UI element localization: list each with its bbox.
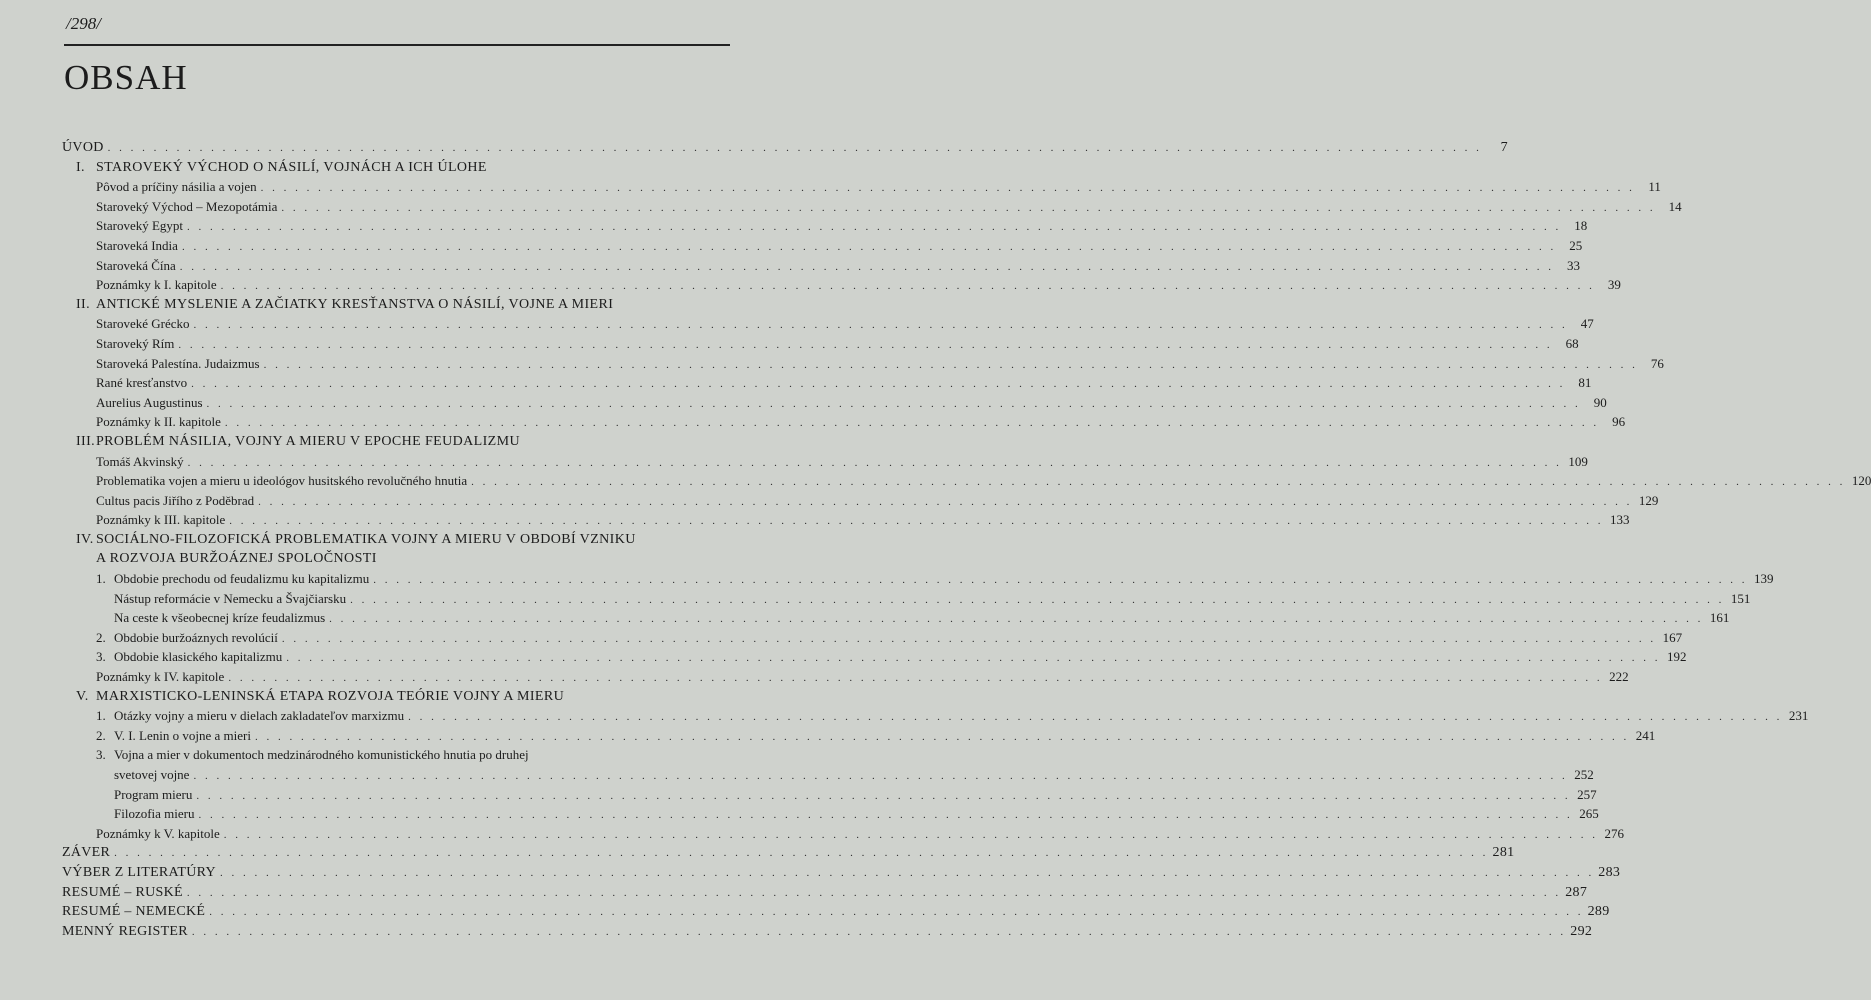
toc-entry-page: 276	[1604, 825, 1624, 841]
toc-entry	[62, 216, 1588, 236]
toc-entry-label: ÚVOD	[62, 140, 104, 155]
toc-entry-page: 161	[1709, 610, 1730, 626]
toc-entry	[62, 510, 1630, 530]
toc-entry-page: 90	[1593, 394, 1607, 410]
toc-leader-dots: . . . . . . . . . . . . . . . . . . . . . . . . . . . . . . . . . . . . . . . . . . . . . . . . . . . . . . . . . . . . . . . . . . . . . . . . . . . . . . . . . . . . . . . . . . . . . . . . . . . . . . . . . . . . . . . . . . . . . . . .	[286, 652, 1661, 665]
toc-entry-page: 14	[1668, 198, 1682, 214]
toc-leader-dots: . . . . . . . . . . . . . . . . . . . . . . . . . . . . . . . . . . . . . . . . . . . . . . . . . . . . . . . . . . . . . . . . . . . . . . . . . . . . . . . . . . . . . . . . . . . . . . . . . . . . . . . . . . . . . . . . . . . . . . . .	[181, 240, 1557, 253]
toc-entry-page: 192	[1666, 649, 1687, 665]
toc-entry	[62, 628, 1683, 648]
toc-entry-label: Staroveká Čína	[96, 257, 176, 273]
toc-leader-dots: . . . . . . . . . . . . . . . . . . . . . . . . . . . . . . . . . . . . . . . . . . . . . . . . . . . . . . . . . . . . . . . . . . . . . . . . . . . . . . . . . . . . . . . . . . . . . . . . . . . . . . . . . . . . . . . . . . . . . . . .	[187, 456, 1562, 469]
toc-leader-dots: . . . . . . . . . . . . . . . . . . . . . . . . . . . . . . . . . . . . . . . . . . . . . . . . . . . . . . . . . . . . . . . . . . . . . . . . . . . . . . . . . . . . . . . . . . . . . . . . . . . . . . . . . . . . . . . . . . . . . . . .	[198, 809, 1573, 822]
toc-entry-number: 3.	[96, 649, 106, 665]
toc-entry-label: Staroveká India	[96, 237, 178, 253]
toc-leader-dots: . . . . . . . . . . . . . . . . . . . . . . . . . . . . . . . . . . . . . . . . . . . . . . . . . . . . . . . . . . . . . . . . . . . . . . . . . . . . . . . . . . . . . . . . . . . . . . . . . . . . . . . . . . . . . . . . . . . . . . . .	[281, 201, 1656, 214]
toc-entry-label: Vojna a mier v dokumentoch medzinárodného komunistického hnutia po druhej	[114, 747, 529, 763]
toc-entry-label: Staroveký Egypt	[96, 218, 184, 234]
toc-leader-dots: . . . . . . . . . . . . . . . . . . . . . . . . . . . . . . . . . . . . . . . . . . . . . . . . . . . . . . . . . . . . . . . . . . . . . . . . . . . . . . . . . . . . . . . . . . . . . . . . . . . . . . . . . . . . . . . . . . . . . . . .	[107, 142, 1482, 154]
toc-entry	[62, 765, 1594, 785]
toc-entry-label: ZÁVER	[62, 845, 111, 861]
toc-entry-page: 109	[1568, 453, 1588, 469]
toc-entry-label: svetovej vojne	[114, 767, 190, 782]
toc-entry-number: I.	[76, 159, 85, 175]
toc-entry-label: Obdobie prechodu od feudalizmu ku kapitalizmu	[114, 571, 370, 587]
toc-entry	[62, 530, 730, 550]
toc-leader-dots: . . . . . . . . . . . . . . . . . . . . . . . . . . . . . . . . . . . . . . . . . . . . . . . . . . . . . . . . . . . . . . . . . . . . . . . . . . . . . . . . . . . . . . . . . . . . . . . . . . . . . . . . . . . . . . . . . . . . . . . .	[186, 886, 1562, 899]
toc-entry-label: Pôvod a príčiny násilia a vojen	[96, 179, 257, 195]
toc-entry-page: 283	[1598, 864, 1621, 880]
toc-entry	[62, 314, 1594, 334]
toc-entry	[62, 922, 1593, 942]
toc-entry	[62, 824, 1624, 844]
toc-entry-page: 7	[1500, 140, 1508, 155]
toc-entry-page: 11	[1648, 179, 1661, 195]
toc-leader-dots: . . . . . . . . . . . . . . . . . . . . . . . . . . . . . . . . . . . . . . . . . . . . . . . . . . . . . . . . . . . . . . . . . . . . . . . . . . . . . . . . . . . . . . . . . . . . . . . . . . . . . . . . . . . . . . . . . . . . . . . .	[254, 730, 1630, 743]
toc-entry-page: 76	[1650, 355, 1664, 371]
toc-entry-page: 281	[1492, 845, 1515, 861]
toc-entry-label: Na ceste k všeobecnej kríze feudalizmus	[114, 610, 326, 626]
toc-entry	[62, 687, 730, 707]
toc-entry-label: STAROVEKÝ VÝCHOD O NÁSILÍ, VOJNÁCH A ICH ÚLOHE	[96, 159, 487, 175]
toc-entry-page: 167	[1662, 629, 1683, 645]
toc-entry	[62, 256, 1581, 276]
toc-entry	[62, 549, 730, 569]
toc-entry-label: Nástup reformácie v Nemecku a Švajčiarsku	[114, 590, 347, 606]
toc-entry-label: Otázky vojny a mieru v dielach zakladateľov marxizmu	[114, 708, 405, 724]
toc-leader-dots: . . . . . . . . . . . . . . . . . . . . . . . . . . . . . . . . . . . . . . . . . . . . . . . . . . . . . . . . . . . . . . . . . . . . . . . . . . . . . . . . . . . . . . . . . . . . . . . . . . . . . . . . . . . . . . . . . . . . . . . .	[220, 280, 1595, 293]
toc-leader-dots: . . . . . . . . . . . . . . . . . . . . . . . . . . . . . . . . . . . . . . . . . . . . . . . . . . . . . . . . . . . . . . . . . . . . . . . . . . . . . . . . . . . . . . . . . . . . . . . . . . . . . . . . . . . . . . . . . . . . . . . .	[178, 338, 1553, 351]
toc-entry-number: 2.	[96, 629, 106, 645]
toc-entry	[62, 863, 1621, 883]
toc-leader-dots: . . . . . . . . . . . . . . . . . . . . . . . . . . . . . . . . . . . . . . . . . . . . . . . . . . . . . . . . . . . . . . . . . . . . . . . . . . . . . . . . . . . . . . . . . . . . . . . . . . . . . . . . . . . . . . . . . . . . . . . .	[329, 613, 1704, 626]
toc-entry-page: 133	[1610, 512, 1630, 528]
table-of-contents	[62, 138, 1871, 941]
toc-leader-dots: . . . . . . . . . . . . . . . . . . . . . . . . . . . . . . . . . . . . . . . . . . . . . . . . . . . . . . . . . . . . . . . . . . . . . . . . . . . . . . . . . . . . . . . . . . . . . . . . . . . . . . . . . . . . . . . . . . . . . . . .	[114, 847, 1489, 860]
toc-entry	[62, 393, 1607, 413]
toc-entry	[62, 726, 1656, 746]
toc-entry-label: Aurelius Augustinus	[96, 394, 203, 410]
toc-leader-dots: . . . . . . . . . . . . . . . . . . . . . . . . . . . . . . . . . . . . . . . . . . . . . . . . . . . . . . . . . . . . . . . . . . . . . . . . . . . . . . . . . . . . . . . . . . . . . . . . . . . . . . . . . . . . . . . . . . . . . . . .	[206, 397, 1581, 410]
toc-entry	[62, 354, 1664, 374]
toc-entry-page: 81	[1578, 375, 1592, 391]
header-rule	[64, 44, 730, 46]
toc-entry	[62, 471, 1871, 491]
toc-entry	[62, 589, 1751, 609]
toc-leader-dots: . . . . . . . . . . . . . . . . . . . . . . . . . . . . . . . . . . . . . . . . . . . . . . . . . . . . . . . . . . . . . . . . . . . . . . . . . . . . . . . . . . . . . . . . . . . . . . . . . . . . . . . . . . . . . . . . . . . . . . . .	[224, 417, 1600, 430]
toc-entry	[62, 197, 1682, 217]
toc-entry-page: 25	[1569, 237, 1583, 253]
toc-entry-number: 2.	[96, 727, 106, 743]
toc-entry	[62, 275, 1621, 295]
toc-entry-label: RESUMÉ – NEMECKÉ	[62, 904, 206, 920]
toc-entry-label: Poznámky k II. kapitole	[96, 414, 221, 430]
page-number: /298/	[66, 14, 101, 33]
toc-leader-dots: . . . . . . . . . . . . . . . . . . . . . . . . . . . . . . . . . . . . . . . . . . . . . . . . . . . . . . . . . . . . . . . . . . . . . . . . . . . . . . . . . . . . . . . . . . . . . . . . . . . . . . . . . . . . . . . . . . . . . . . .	[228, 672, 1603, 685]
toc-entry-label: Cultus pacis Jiřího z Poděbrad	[96, 492, 255, 508]
toc-entry-number: 1.	[96, 571, 106, 587]
toc-entry-label: Staroveký Rím	[96, 335, 175, 351]
toc-entry	[62, 158, 730, 178]
toc-leader-dots: . . . . . . . . . . . . . . . . . . . . . . . . . . . . . . . . . . . . . . . . . . . . . . . . . . . . . . . . . . . . . . . . . . . . . . . . . . . . . . . . . . . . . . . . . . . . . . . . . . . . . . . . . . . . . . . . . . . . . . . .	[196, 789, 1571, 802]
toc-entry-label: Obdobie buržoáznych revolúcií	[114, 629, 278, 645]
toc-entry	[62, 843, 1515, 863]
toc-entry-page: 120	[1851, 473, 1871, 489]
toc-entry-page: 96	[1612, 414, 1626, 430]
toc-entry-page: 33	[1567, 257, 1581, 273]
toc-entry-label: V. I. Lenin o vojne a mieri	[114, 727, 251, 743]
toc-entry-page: 265	[1579, 806, 1599, 822]
toc-entry-number: 1.	[96, 708, 106, 724]
toc-entry	[62, 295, 730, 315]
toc-entry-label: Poznámky k IV. kapitole	[96, 669, 225, 685]
toc-entry-page: 257	[1577, 786, 1597, 802]
toc-entry	[62, 373, 1592, 393]
toc-entry-page: 289	[1587, 904, 1610, 920]
toc-entry-label: Staroveké Grécko	[96, 316, 190, 332]
toc-entry	[62, 883, 1588, 903]
toc-entry-label: Rané kresťanstvo	[96, 375, 188, 391]
toc-entry-number: II.	[76, 296, 91, 312]
toc-entry-page: 139	[1753, 571, 1774, 587]
toc-entry-label: Staroveký Východ – Mezopotámia	[96, 198, 278, 214]
toc-entry-page: 287	[1565, 884, 1588, 900]
toc-leader-dots: . . . . . . . . . . . . . . . . . . . . . . . . . . . . . . . . . . . . . . . . . . . . . . . . . . . . . . . . . . . . . . . . . . . . . . . . . . . . . . . . . . . . . . . . . . . . . . . . . . . . . . . . . . . . . . . . . . . . . . . .	[191, 378, 1566, 391]
toc-leader-dots: . . . . . . . . . . . . . . . . . . . . . . . . . . . . . . . . . . . . . . . . . . . . . . . . . . . . . . . . . . . . . . . . . . . . . . . . . . . . . . . . . . . . . . . . . . . . . . . . . . . . . . . . . . . . . . . . . . . . . . . .	[373, 574, 1748, 587]
toc-entry	[62, 804, 1599, 824]
toc-entry-page: 151	[1730, 590, 1751, 606]
toc-entry-label: ANTICKÉ MYSLENIE A ZAČIATKY KRESŤANSTVA O NÁSILÍ, VOJNE A MIERI	[96, 296, 614, 312]
toc-leader-dots: . . . . . . . . . . . . . . . . . . . . . . . . . . . . . . . . . . . . . . . . . . . . . . . . . . . . . . . . . . . . . . . . . . . . . . . . . . . . . . . . . . . . . . . . . . . . . . . . . . . . . . . . . . . . . . . . . . . . . . . .	[258, 495, 1633, 508]
toc-entry-page: 18	[1574, 218, 1588, 234]
toc-entry-label: Filozofia mieru	[114, 806, 195, 822]
toc-entry	[62, 667, 1629, 687]
toc-entry-number: IV.	[76, 531, 94, 547]
toc-entry-label: MENNÝ REGISTER	[62, 923, 188, 939]
toc-entry-page: 252	[1574, 767, 1594, 782]
toc-entry-label: Poznámky k V. kapitole	[96, 825, 220, 841]
toc-entry-label: RESUMÉ – RUSKÉ	[62, 884, 183, 900]
toc-entry-label: SOCIÁLNO-FILOZOFICKÁ PROBLEMATIKA VOJNY A MIERU V OBDOBÍ VZNIKU	[96, 531, 636, 547]
toc-entry-number: 3.	[96, 747, 106, 763]
toc-entry-number: V.	[76, 688, 89, 704]
toc-leader-dots: . . . . . . . . . . . . . . . . . . . . . . . . . . . . . . . . . . . . . . . . . . . . . . . . . . . . . . . . . . . . . . . . . . . . . . . . . . . . . . . . . . . . . . . . . . . . . . . . . . . . . . . . . . . . . . . . . . . . . . . .	[281, 632, 1657, 645]
toc-entry-label: Program mieru	[114, 786, 193, 802]
toc-entry	[62, 647, 1687, 667]
toc-leader-dots: . . . . . . . . . . . . . . . . . . . . . . . . . . . . . . . . . . . . . . . . . . . . . . . . . . . . . . . . . . . . . . . . . . . . . . . . . . . . . . . . . . . . . . . . . . . . . . . . . . . . . . . . . . . . . . . . . . . . . . . .	[260, 182, 1635, 195]
toc-entry	[62, 452, 1588, 472]
toc-entry	[62, 138, 1508, 158]
toc-leader-dots: . . . . . . . . . . . . . . . . . . . . . . . . . . . . . . . . . . . . . . . . . . . . . . . . . . . . . . . . . . . . . . . . . . . . . . . . . . . . . . . . . . . . . . . . . . . . . . . . . . . . . . . . . . . . . . . . . . . . . . . .	[471, 476, 1846, 489]
toc-leader-dots: . . . . . . . . . . . . . . . . . . . . . . . . . . . . . . . . . . . . . . . . . . . . . . . . . . . . . . . . . . . . . . . . . . . . . . . . . . . . . . . . . . . . . . . . . . . . . . . . . . . . . . . . . . . . . . . . . . . . . . . .	[408, 711, 1783, 724]
toc-entry	[62, 706, 1809, 726]
toc-entry-label: PROBLÉM NÁSILIA, VOJNY A MIERU V EPOCHE FEUDALIZMU	[96, 433, 520, 449]
toc-entry	[62, 412, 1626, 432]
toc-entry-label: A ROZVOJA BURŽOÁZNEJ SPOLOČNOSTI	[96, 551, 377, 567]
toc-entry-page: 129	[1638, 492, 1659, 508]
toc-leader-dots: . . . . . . . . . . . . . . . . . . . . . . . . . . . . . . . . . . . . . . . . . . . . . . . . . . . . . . . . . . . . . . . . . . . . . . . . . . . . . . . . . . . . . . . . . . . . . . . . . . . . . . . . . . . . . . . . . . . . . . . .	[179, 260, 1555, 273]
toc-entry-label: Poznámky k I. kapitole	[96, 277, 217, 293]
toc-entry	[62, 745, 730, 765]
toc-leader-dots: . . . . . . . . . . . . . . . . . . . . . . . . . . . . . . . . . . . . . . . . . . . . . . . . . . . . . . . . . . . . . . . . . . . . . . . . . . . . . . . . . . . . . . . . . . . . . . . . . . . . . . . . . . . . . . . . . . . . . . . .	[263, 358, 1638, 371]
toc-leader-dots: . . . . . . . . . . . . . . . . . . . . . . . . . . . . . . . . . . . . . . . . . . . . . . . . . . . . . . . . . . . . . . . . . . . . . . . . . . . . . . . . . . . . . . . . . . . . . . . . . . . . . . . . . . . . . . . . . . . . . . . .	[350, 593, 1725, 606]
toc-entry-label: Tomáš Akvinský	[96, 453, 184, 469]
toc-entry-page: 222	[1609, 669, 1629, 685]
toc-leader-dots: . . . . . . . . . . . . . . . . . . . . . . . . . . . . . . . . . . . . . . . . . . . . . . . . . . . . . . . . . . . . . . . . . . . . . . . . . . . . . . . . . . . . . . . . . . . . . . . . . . . . . . . . . . . . . . . . . . . . . . . .	[191, 925, 1567, 938]
toc-entry-label: MARXISTICKO-LENINSKÁ ETAPA ROZVOJA TEÓRIE VOJNY A MIERU	[96, 688, 565, 704]
toc-leader-dots: . . . . . . . . . . . . . . . . . . . . . . . . . . . . . . . . . . . . . . . . . . . . . . . . . . . . . . . . . . . . . . . . . . . . . . . . . . . . . . . . . . . . . . . . . . . . . . . . . . . . . . . . . . . . . . . . . . . . . . . .	[219, 866, 1595, 879]
toc-entry	[62, 569, 1774, 589]
toc-leader-dots: . . . . . . . . . . . . . . . . . . . . . . . . . . . . . . . . . . . . . . . . . . . . . . . . . . . . . . . . . . . . . . . . . . . . . . . . . . . . . . . . . . . . . . . . . . . . . . . . . . . . . . . . . . . . . . . . . . . . . . . .	[229, 515, 1604, 528]
toc-leader-dots: . . . . . . . . . . . . . . . . . . . . . . . . . . . . . . . . . . . . . . . . . . . . . . . . . . . . . . . . . . . . . . . . . . . . . . . . . . . . . . . . . . . . . . . . . . . . . . . . . . . . . . . . . . . . . . . . . . . . . . . .	[193, 319, 1568, 332]
toc-entry-page: 241	[1635, 727, 1656, 743]
toc-entry	[62, 236, 1583, 256]
toc-leader-dots: . . . . . . . . . . . . . . . . . . . . . . . . . . . . . . . . . . . . . . . . . . . . . . . . . . . . . . . . . . . . . . . . . . . . . . . . . . . . . . . . . . . . . . . . . . . . . . . . . . . . . . . . . . . . . . . . . . . . . . . .	[223, 828, 1598, 841]
toc-entry-label: Poznámky k III. kapitole	[96, 512, 226, 528]
toc-entry-label: Staroveká Palestína. Judaizmus	[96, 355, 260, 371]
toc-entry-page: 39	[1607, 277, 1621, 293]
toc-entry	[62, 902, 1610, 922]
toc-entry	[62, 334, 1579, 354]
toc-entry	[62, 177, 1661, 197]
toc-leader-dots: . . . . . . . . . . . . . . . . . . . . . . . . . . . . . . . . . . . . . . . . . . . . . . . . . . . . . . . . . . . . . . . . . . . . . . . . . . . . . . . . . . . . . . . . . . . . . . . . . . . . . . . . . . . . . . . . . . . . . . . .	[209, 906, 1584, 919]
toc-entry	[62, 491, 1659, 511]
toc-leader-dots: . . . . . . . . . . . . . . . . . . . . . . . . . . . . . . . . . . . . . . . . . . . . . . . . . . . . . . . . . . . . . . . . . . . . . . . . . . . . . . . . . . . . . . . . . . . . . . . . . . . . . . . . . . . . . . . . . . . . . . . .	[193, 770, 1568, 782]
toc-entry-page: 231	[1788, 708, 1809, 724]
toc-entry-label: VÝBER Z LITERATÚRY	[62, 864, 216, 880]
page-title: OBSAH	[64, 58, 188, 97]
toc-entry	[62, 608, 1730, 628]
toc-entry-label: Problematika vojen a mieru u ideológov husitského revolučného hnutia	[96, 473, 468, 489]
toc-entry-label: Obdobie klasického kapitalizmu	[114, 649, 283, 665]
toc-entry-page: 68	[1565, 335, 1579, 351]
toc-entry-number: III.	[76, 433, 96, 449]
toc-entry	[62, 785, 1597, 805]
toc-entry-page: 47	[1580, 316, 1594, 332]
toc-entry	[62, 432, 730, 452]
toc-leader-dots: . . . . . . . . . . . . . . . . . . . . . . . . . . . . . . . . . . . . . . . . . . . . . . . . . . . . . . . . . . . . . . . . . . . . . . . . . . . . . . . . . . . . . . . . . . . . . . . . . . . . . . . . . . . . . . . . . . . . . . . .	[187, 221, 1562, 234]
toc-entry-page: 292	[1570, 923, 1593, 939]
